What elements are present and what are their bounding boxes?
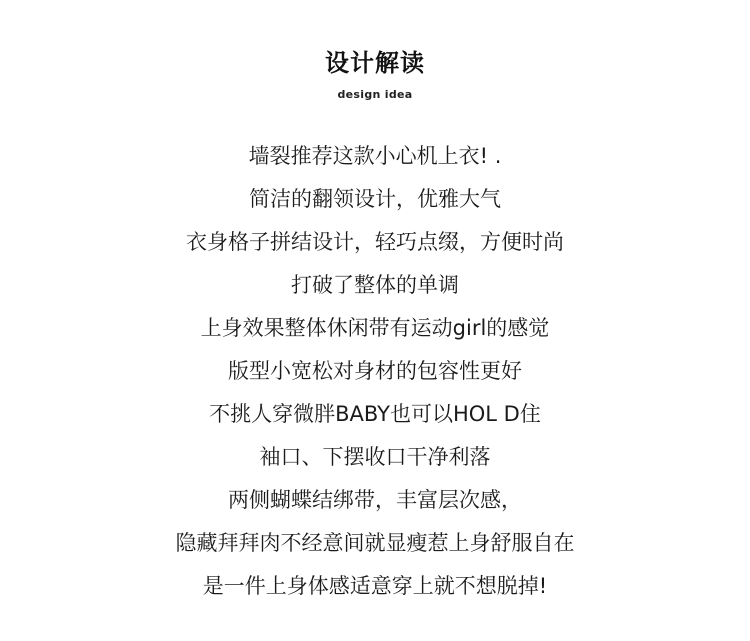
description-line: 不挑人穿微胖BABY也可以HOL D住 [209,402,541,426]
section-title: 设计解读 [325,49,425,77]
description-line: 隐藏拜拜肉不经意间就显瘦惹上身舒服自在 [175,531,575,555]
description-line: 衣身格子拼结设计，轻巧点缀，方便时尚 [186,230,564,254]
section-header [0,46,750,102]
description-line: 简洁的翻领设计，优雅大气 [249,187,501,211]
description-line: 上身效果整体休闲带有运动girl的感觉 [200,316,550,340]
description-text-block [0,135,750,608]
description-line: 两侧蝴蝶结绑带，丰富层次感， [228,488,522,512]
section-subtitle: design idea [337,88,413,101]
description-line: 版型小宽松对身材的包容性更好 [228,359,522,383]
description-line: 袖口、下摆收口干净利落 [259,445,491,469]
description-line: 墙裂推荐这款小心机上衣! . [248,144,502,168]
description-line: 是一件上身体感适意穿上就不想脱掉! [202,574,548,598]
description-line: 打破了整体的单调 [291,273,459,297]
